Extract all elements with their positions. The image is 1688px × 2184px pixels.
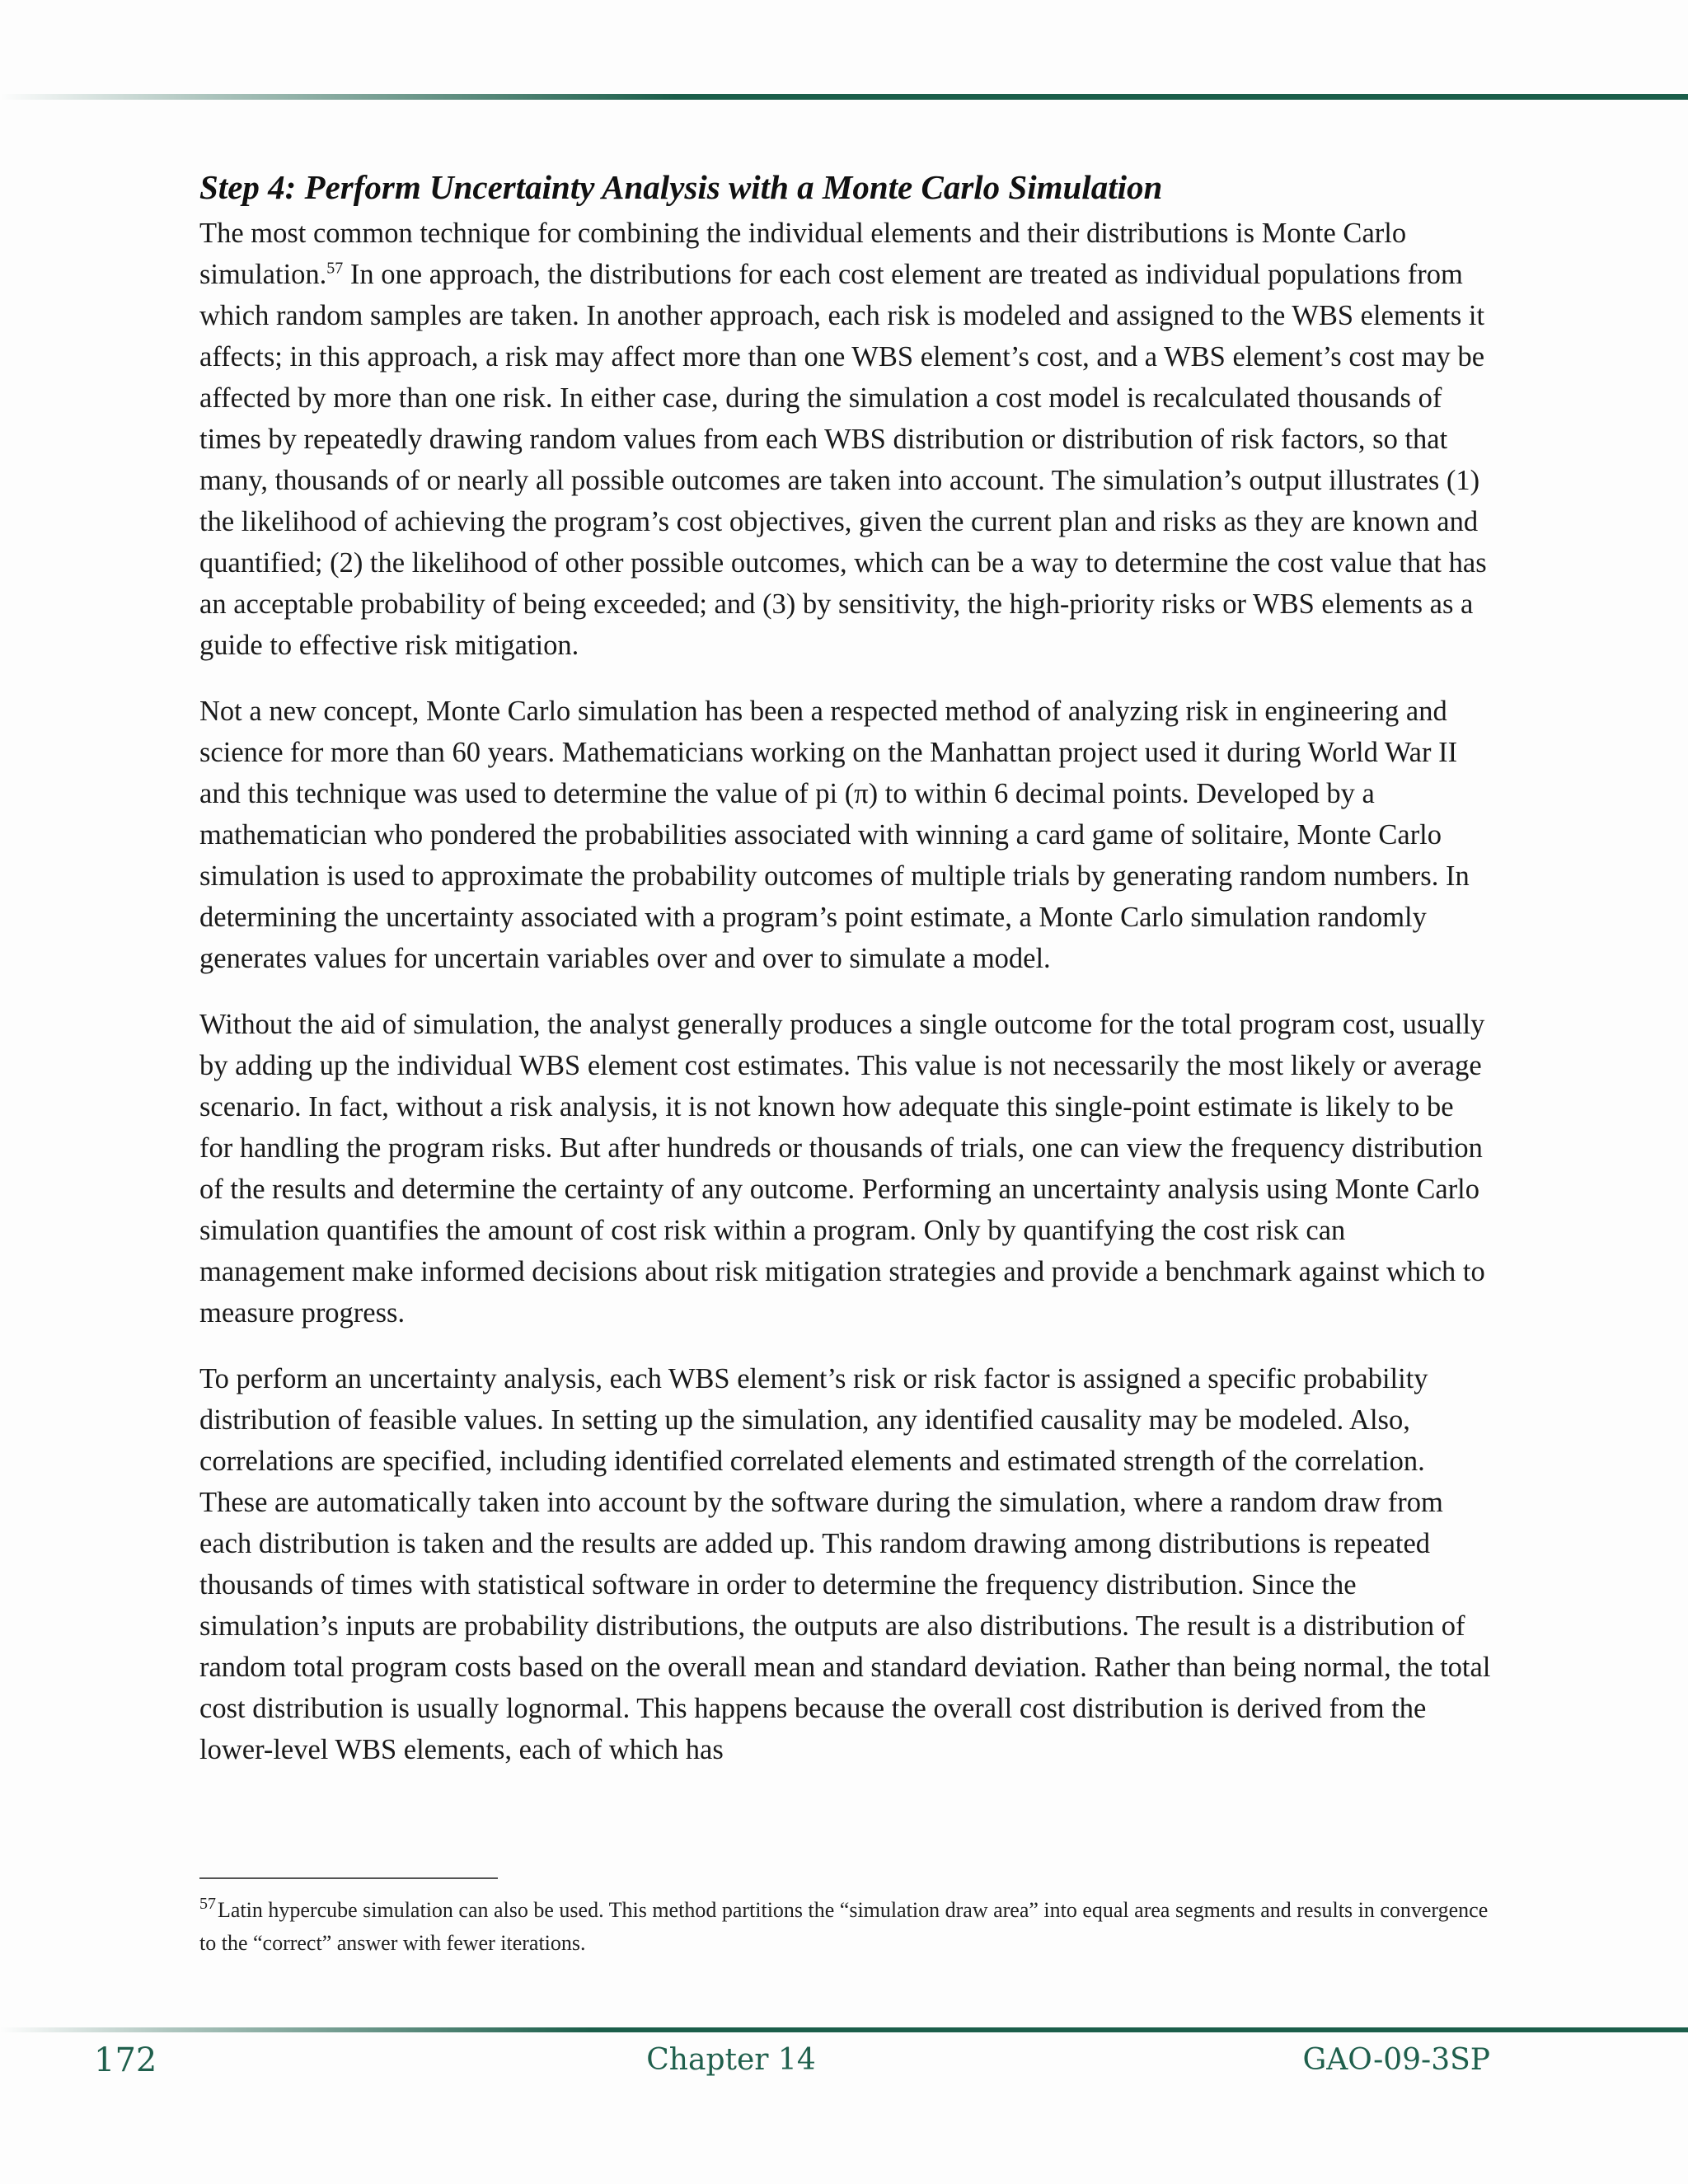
footnote-divider xyxy=(199,1877,498,1879)
paragraph-4: To perform an uncertainty analysis, each WBS element’s risk or risk factor is assigned a specific probability distribution of feasible values. In setting up the simulation, any identified causality may be modeled. Also, correlations are specified, including identified correlated elements and estimated strength of the correlation. These are automatically taken into account by the software during the simulation, where a random draw from each distribution is taken and the results are added up. This random drawing among distributions is repeated thousands of times with statistical software in order to determine the frequency distribution. Since the simulation’s inputs are probability distributions, the outputs are also distributions. The result is a distribution of random total program costs based on the overall mean and standard deviation. Rather than being normal, the total cost distribution is usually lognormal. This happens because the overall cost distribution is derived from the lower-level WBS elements, each of which has xyxy=(199,1363,1491,1765)
section-heading: Step 4: Perform Uncertainty Analysis with a Monte Carlo Simulation xyxy=(199,168,1163,206)
page-number: 172 xyxy=(94,2041,157,2079)
chapter-label: Chapter 14 xyxy=(646,2043,816,2077)
paragraph-3: Without the aid of simulation, the analyst generally produces a single outcome for the total program cost, usually by adding up the individual WBS element cost estimates. This value is not necessarily the most likely or average scenario. In fact, without a risk analysis, it is not known how adequate this single-point estimate is likely to be for handling the program risks. But after hundreds or thousands of trials, one can view the frequency distribution of the results and determine the certainty of any outcome. Performing an uncertainty analysis using Monte Carlo simulation quantifies the amount of cost risk within a program. Only by quantifying the cost risk can management make informed decisions about risk mitigation strategies and provide a benchmark against which to measure progress. xyxy=(199,1009,1485,1329)
paragraph-1-text-start: The most common technique for combining the individual elements and their distributions is Monte Carlo simulation. xyxy=(199,218,1407,290)
page-content xyxy=(199,165,1493,1795)
top-rule xyxy=(0,94,1688,100)
document-id: GAO-09-3SP xyxy=(1302,2043,1490,2077)
paragraph-2: Not a new concept, Monte Carlo simulation has been a respected method of analyzing risk in engineering and science for more than 60 years. Mathematicians working on the Manhattan project used it during World War II and this technique was used to determine the value of pi (π) to within 6 decimal points. Developed by a mathematician who pondered the probabilities associated with winning a card game of solitaire, Monte Carlo simulation is used to approximate the probability outcomes of multiple trials by generating random numbers. In determining the uncertainty associated with a program’s point estimate, a Monte Carlo simulation randomly generates values for uncertain variables over and over to simulate a model. xyxy=(199,696,1470,974)
paragraph-1 xyxy=(199,213,1493,666)
footnote-text: Latin hypercube simulation can also be used. This method partitions the “simulation draw area” into equal area segments and results in convergence to the “correct” answer with fewer iterations. xyxy=(199,1898,1489,1955)
footnote-reference: 57 xyxy=(326,259,344,278)
bottom-rule xyxy=(0,2027,1688,2032)
footnote-number: 57 xyxy=(199,1895,216,1914)
paragraph-1-text-end: In one approach, the distributions for each cost element are treated as individual populations from which random samples are taken. In another approach, each risk is modeled and assigned to the WBS elements it affects; in this approach, a risk may affect more than one WBS element’s cost, and a WBS element’s cost may be affected by more than one risk. In either case, during the simulation a cost model is recalculated thousands of times by repeatedly drawing random values from each WBS distribution or distribution of risk factors, so that many, thousands of or nearly all possible outcomes are taken into account. The simulation’s output illustrates (1) the likelihood of achieving the program’s cost objectives, given the current plan and risks as they are known and quantified; (2) the likelihood of other possible outcomes, which can be a way to determine the cost value that has an acceptable probability of being exceeded; and (3) by sensitivity, the high-priority risks or WBS elements as a guide to effective risk mitigation. xyxy=(199,259,1487,661)
footnote xyxy=(199,1894,1493,1960)
